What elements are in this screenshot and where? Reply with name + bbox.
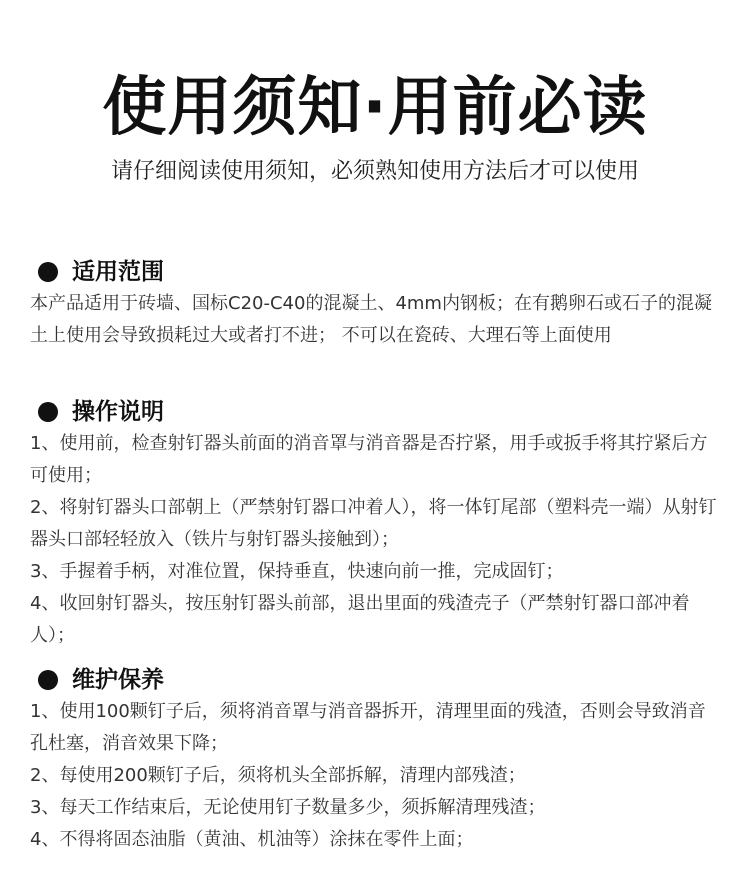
maintenance-list: [30, 696, 720, 856]
list-item: 4、收回射钉器头，按压射钉器头前部，退出里面的残渣壳子（严禁射钉器口部冲着人）；: [30, 593, 690, 646]
section-title: 维护保养: [72, 667, 164, 693]
page-subtitle: 请仔细阅读使用须知，必须熟知使用方法后才可以使用: [110, 159, 639, 184]
section-maintenance: [30, 664, 720, 856]
list-item: 3、每天工作结束后，无论使用钉子数量多少，须拆解清理残渣；: [30, 797, 546, 818]
bullet-dot-icon: [38, 670, 58, 690]
section-header: [30, 396, 720, 428]
operation-list: [30, 428, 720, 652]
page-title: 使用须知·用前必读: [102, 71, 648, 145]
section-title: 适用范围: [72, 259, 164, 285]
list-item: 3、手握着手柄，对准位置，保持垂直，快速向前一推，完成固钉；: [30, 561, 564, 582]
section-header: [30, 256, 720, 288]
section-scope: [30, 256, 720, 352]
bullet-dot-icon: [38, 262, 58, 282]
list-item: 4、不得将固态油脂（黄油、机油等）涂抹在零件上面；: [30, 829, 474, 850]
list-item: 2、每使用200颗钉子后，须将机头全部拆解，清理内部残渣；: [30, 765, 526, 786]
list-item: 2、将射钉器头口部朝上（严禁射钉器口冲着人），将一体钉尾部（塑料壳一端）从射钉器头口部轻轻放入（铁片与射钉器头接触到）；: [30, 497, 717, 550]
section-operation: [30, 396, 720, 652]
section-header: [30, 664, 720, 696]
list-item: 1、使用前，检查射钉器头前面的消音罩与消音器是否拧紧，用手或扳手将其拧紧后方可使用；: [30, 433, 708, 486]
section-title: 操作说明: [72, 399, 164, 425]
scope-text: 本产品适用于砖墙、国标C20-C40的混凝土、4mm内钢板；在有鹅卵石或石子的混凝土上使用会导致损耗过大或者打不进； 不可以在瓷砖、大理石等上面使用: [30, 293, 712, 346]
list-item: 1、使用100颗钉子后，须将消音罩与消音器拆开，清理里面的残渣，否则会导致消音孔杜塞，消音效果下降；: [30, 701, 706, 754]
bullet-dot-icon: [38, 402, 58, 422]
